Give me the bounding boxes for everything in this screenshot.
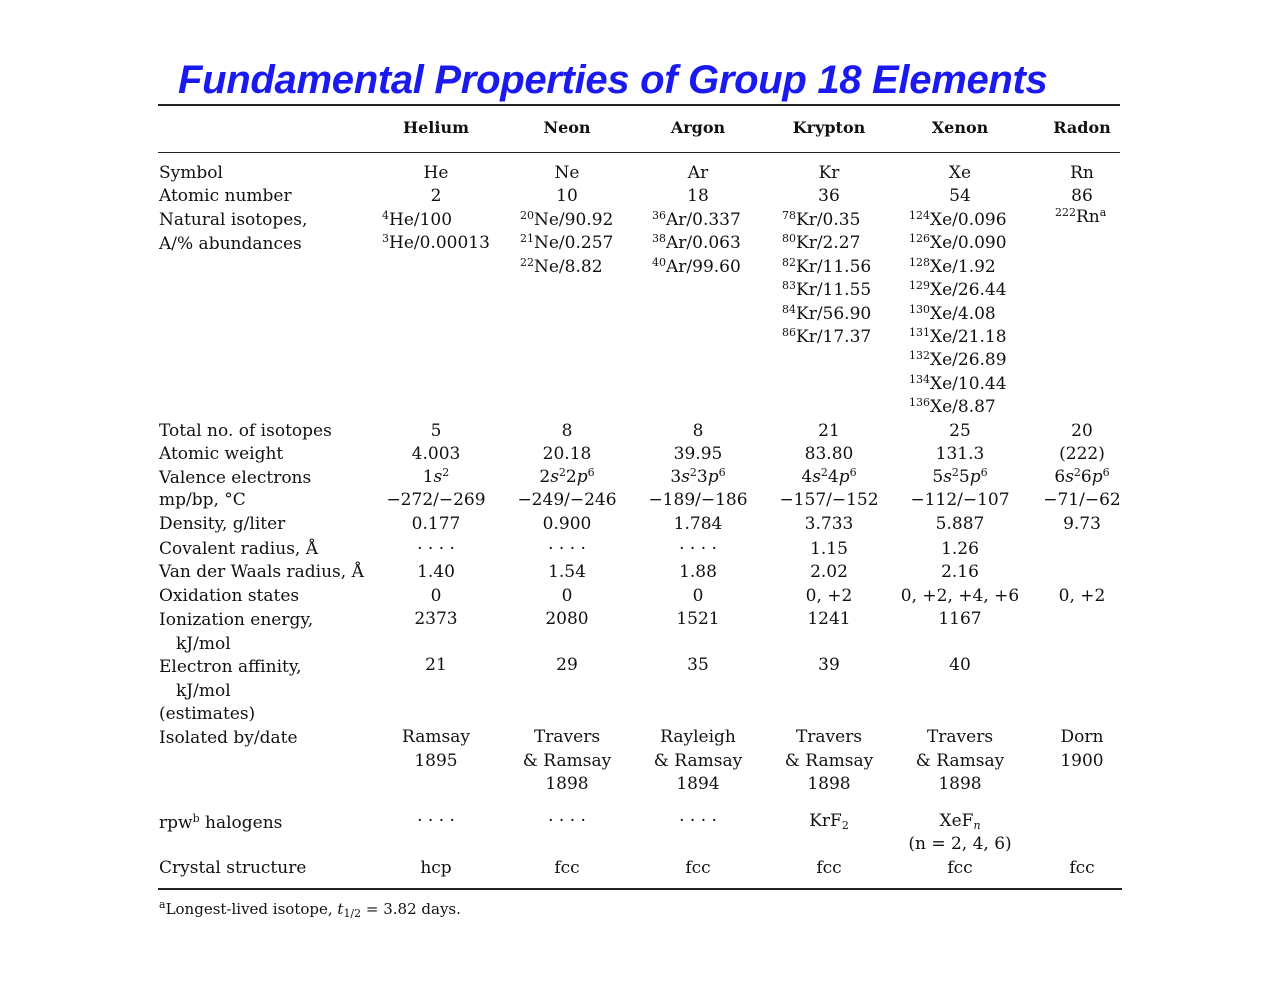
cell-mp_bp-neon: −249/−246 <box>517 490 617 510</box>
cell-atomic_weight-xenon: 131.3 <box>935 444 985 464</box>
cell-isolated-neon-1: & Ramsay <box>522 750 612 771</box>
isotope-value: Ar/0.337 <box>666 210 741 230</box>
cell-crystal-helium: hcp <box>420 858 452 878</box>
isotope-value: He/0.00013 <box>389 233 490 254</box>
cell-halogens-xenon <box>895 810 1025 832</box>
cell-symbol-argon: Ar <box>687 163 709 183</box>
cell-symbol-xenon: Xe <box>948 163 972 183</box>
isotope-xenon-3 <box>909 279 1007 301</box>
valence-e2: 6 <box>849 466 857 479</box>
isotope-mass: 128 <box>909 255 930 269</box>
row-label-affinity-2: kJ/mol <box>176 681 231 701</box>
cell-affinity-krypton: 39 <box>818 655 840 675</box>
row-label-isolated: Isolated by/date <box>159 728 298 748</box>
halogens-kr-sub: 2 <box>841 819 849 832</box>
valence-orbital1: s <box>1065 467 1074 487</box>
row-label-isotopes-2: A/% abundances <box>159 234 302 254</box>
halogens-xe-sub: n <box>973 819 981 832</box>
valence-e2: 6 <box>1102 466 1110 479</box>
cell-total_isotopes-radon: 20 <box>1071 421 1093 441</box>
row-label-vdw_radius: Van der Waals radius, Å <box>159 562 364 582</box>
cell-covalent_radius-neon: · · · · <box>548 539 586 559</box>
valence-n1: 5 <box>932 467 944 487</box>
cell-ionization-neon: 2080 <box>545 609 589 629</box>
cell-mp_bp-krypton: −157/−152 <box>779 490 879 510</box>
isotope-mass: 222 <box>1055 206 1076 219</box>
isotope-krypton-0 <box>782 209 860 231</box>
cell-atomic_weight-helium: 4.003 <box>411 444 461 464</box>
cell-affinity-argon: 35 <box>687 655 709 675</box>
cell-atomic_number-radon: 86 <box>1071 186 1093 206</box>
cell-isolated-argon-2: 1894 <box>676 774 720 794</box>
cell-density-krypton: 3.733 <box>804 514 854 534</box>
cell-affinity-helium: 21 <box>425 655 447 675</box>
cell-oxidation-argon: 0 <box>692 586 704 606</box>
isotope-xenon-2 <box>909 256 996 278</box>
cell-halogens-helium: · · · · <box>417 811 455 831</box>
cell-ionization-argon: 1521 <box>676 609 720 629</box>
isotope-value: Xe/4.08 <box>930 303 996 324</box>
cell-isolated-neon-2: 1898 <box>545 774 589 794</box>
isotope-mass: 40 <box>652 255 666 269</box>
page-title: Fundamental Properties of Group 18 Elements <box>178 58 1048 102</box>
footnote-text-after: = 3.82 days. <box>361 900 461 918</box>
cell-isolated-radon-1: 1900 <box>1060 750 1104 771</box>
cell-affinity-neon: 29 <box>556 655 578 675</box>
isotope-mass: 134 <box>909 372 930 386</box>
isotope-helium-1 <box>382 232 490 254</box>
isotope-value: Kr/11.56 <box>796 256 872 277</box>
valence-n1: 3 <box>670 467 682 487</box>
cell-mp_bp-radon: −71/−62 <box>1043 490 1121 510</box>
valence-orbital1: s <box>943 467 952 487</box>
row-label-ionization-2: kJ/mol <box>176 634 231 654</box>
row-label-covalent_radius: Covalent radius, Å <box>159 539 319 559</box>
isotope-value: Xe/21.18 <box>930 327 1007 347</box>
column-header-argon: Argon <box>670 118 726 137</box>
cell-atomic_number-helium: 2 <box>430 186 442 206</box>
row-label-isotopes: Natural isotopes, <box>159 210 308 230</box>
isotope-xenon-8 <box>909 396 996 418</box>
cell-density-xenon: 5.887 <box>935 514 985 534</box>
table-top-rule <box>158 104 1120 106</box>
cell-crystal-neon: fcc <box>554 858 580 878</box>
isotope-mass: 36 <box>652 209 666 222</box>
cell-symbol-neon: Ne <box>554 163 580 183</box>
cell-mp_bp-argon: −189/−186 <box>648 490 748 510</box>
row-label-total_isotopes: Total no. of isotopes <box>159 421 332 441</box>
row-label-crystal: Crystal structure <box>159 858 307 878</box>
isotope-krypton-3 <box>782 279 871 301</box>
cell-covalent_radius-xenon: 1.26 <box>941 539 979 559</box>
valence-e1: 2 <box>820 466 828 479</box>
cell-total_isotopes-argon: 8 <box>692 421 704 441</box>
valence-e2: 6 <box>718 466 726 479</box>
isotope-value: Kr/2.27 <box>796 233 861 254</box>
isotope-krypton-4 <box>782 303 871 325</box>
cell-crystal-radon: fcc <box>1069 858 1095 878</box>
footnote-var: t <box>337 900 344 918</box>
valence-n1: 2 <box>539 467 551 487</box>
row-label-atomic_weight: Atomic weight <box>159 444 284 464</box>
isotope-mass: 78 <box>782 209 796 222</box>
isotope-mass: 4 <box>382 209 389 222</box>
isotope-krypton-1 <box>782 232 860 254</box>
column-header-neon: Neon <box>543 118 591 137</box>
isotope-value: Xe/0.090 <box>930 233 1007 254</box>
row-label-density: Density, g/liter <box>159 514 286 534</box>
isotope-xenon-6 <box>909 349 1007 371</box>
isotope-mass: 20 <box>520 209 534 222</box>
cell-valence-helium <box>371 466 501 488</box>
isotope-neon-0 <box>520 209 613 231</box>
valence-e1: 2 <box>558 466 566 479</box>
isotope-mass: 3 <box>382 232 389 246</box>
cell-atomic_number-argon: 18 <box>687 186 709 206</box>
isotope-xenon-5 <box>909 326 1007 348</box>
isotope-mass: 83 <box>782 279 796 293</box>
isotope-mass: 86 <box>782 326 796 339</box>
cell-symbol-radon: Rn <box>1070 163 1094 183</box>
valence-e1: 2 <box>951 466 959 479</box>
isotope-mass: 84 <box>782 302 796 316</box>
cell-isolated-argon-1: & Ramsay <box>653 750 743 771</box>
cell-valence-neon <box>502 466 632 488</box>
cell-symbol-krypton: Kr <box>818 163 840 183</box>
cell-vdw_radius-xenon: 2.16 <box>941 562 979 582</box>
valence-n1: 1 <box>422 467 434 487</box>
valence-orbital2: p <box>969 467 981 487</box>
isotope-mass: 124 <box>909 209 930 222</box>
valence-e1: 2 <box>442 466 450 479</box>
valence-orbital1: s <box>681 467 690 487</box>
halogens-label-post: halogens <box>199 813 283 833</box>
isotope-neon-2 <box>520 256 603 278</box>
valence-e2: 6 <box>587 466 595 479</box>
header-rule <box>158 152 1120 153</box>
row-label-affinity-3: (estimates) <box>159 704 256 724</box>
cell-atomic_weight-radon: (222) <box>1059 444 1105 464</box>
cell-atomic_number-xenon: 54 <box>949 186 971 206</box>
isotope-helium-0 <box>382 209 452 231</box>
isotope-value: Xe/8.87 <box>930 397 996 418</box>
isotope-value: Xe/1.92 <box>930 256 996 277</box>
isotope-neon-1 <box>520 232 613 254</box>
cell-valence-krypton <box>764 466 894 488</box>
isotope-krypton-2 <box>782 256 871 278</box>
cell-crystal-argon: fcc <box>685 858 711 878</box>
footnote <box>159 898 461 920</box>
isotope-value: Ne/0.257 <box>534 233 614 254</box>
cell-valence-radon <box>1017 466 1147 488</box>
cell-halogens-neon: · · · · <box>548 811 586 831</box>
table-bottom-rule <box>158 888 1122 890</box>
cell-isolated-krypton-2: 1898 <box>807 774 851 794</box>
isotope-argon-0 <box>652 209 741 231</box>
isotope-mass: 21 <box>520 232 534 246</box>
cell-atomic_weight-krypton: 83.80 <box>804 444 854 464</box>
isotope-krypton-5 <box>782 326 871 348</box>
row-label-halogens <box>159 812 282 834</box>
row-label-mp_bp: mp/bp, °C <box>159 490 246 510</box>
cell-mp_bp-helium: −272/−269 <box>386 490 486 510</box>
isotope-note: a <box>1099 206 1107 219</box>
valence-e2: 6 <box>980 466 988 479</box>
valence-orbital1: s <box>550 467 559 487</box>
cell-total_isotopes-krypton: 21 <box>818 421 840 441</box>
row-label-valence: Valence electrons <box>159 468 312 488</box>
halogens-kr-base: KrF <box>809 811 842 831</box>
cell-halogens-argon: · · · · <box>679 811 717 831</box>
footnote-mark: a <box>159 898 166 911</box>
isotope-argon-2 <box>652 256 741 278</box>
cell-valence-argon <box>633 466 763 488</box>
valence-n2: 5 <box>958 467 970 487</box>
cell-ionization-krypton: 1241 <box>807 609 851 629</box>
isotope-value: Xe/10.44 <box>930 373 1007 394</box>
isotope-xenon-1 <box>909 232 1007 254</box>
valence-orbital2: p <box>838 467 850 487</box>
column-header-radon: Radon <box>1053 118 1111 137</box>
valence-n2: 3 <box>696 467 708 487</box>
isotope-value: Kr/56.90 <box>796 303 872 324</box>
cell-oxidation-radon: 0, +2 <box>1058 586 1106 606</box>
valence-n1: 6 <box>1054 467 1066 487</box>
isotope-value: Kr/17.37 <box>796 327 872 347</box>
isotope-value: Xe/0.096 <box>930 210 1007 230</box>
valence-orbital2: p <box>707 467 719 487</box>
isotope-value: He/100 <box>389 210 453 230</box>
row-label-affinity: Electron affinity, <box>159 657 302 677</box>
valence-n1: 4 <box>801 467 813 487</box>
cell-atomic_weight-neon: 20.18 <box>542 444 592 464</box>
valence-e1: 2 <box>1073 466 1081 479</box>
cell-total_isotopes-xenon: 25 <box>949 421 971 441</box>
cell-affinity-xenon: 40 <box>949 655 971 675</box>
cell-isolated-radon-0: Dorn <box>1060 727 1104 747</box>
isotope-mass: 82 <box>782 255 796 269</box>
isotope-radon <box>1055 206 1106 228</box>
cell-isolated-neon-0: Travers <box>533 727 601 747</box>
column-header-helium: Helium <box>402 118 469 137</box>
footnote-var-sub: 1/2 <box>343 907 362 920</box>
cell-vdw_radius-argon: 1.88 <box>679 562 717 582</box>
row-label-symbol: Symbol <box>159 163 223 183</box>
isotope-argon-1 <box>652 232 741 254</box>
isotope-mass: 38 <box>652 232 666 246</box>
valence-e1: 2 <box>689 466 697 479</box>
isotope-value: Ne/8.82 <box>534 256 603 277</box>
halogens-label-pre: rpw <box>159 813 193 833</box>
valence-orbital2: p <box>576 467 588 487</box>
cell-isolated-krypton-0: Travers <box>795 727 863 747</box>
cell-isolated-krypton-1: & Ramsay <box>784 750 874 771</box>
column-header-krypton: Krypton <box>792 118 866 137</box>
cell-halogens-krypton <box>764 810 894 832</box>
cell-isolated-helium-0: Ramsay <box>402 727 470 747</box>
isotope-value: Ar/0.063 <box>666 233 741 254</box>
isotope-value: Kr/11.55 <box>796 280 872 301</box>
cell-covalent_radius-krypton: 1.15 <box>810 539 848 559</box>
cell-density-neon: 0.900 <box>542 514 592 534</box>
cell-isolated-xenon-2: 1898 <box>938 774 982 794</box>
isotope-mass: 131 <box>909 326 930 339</box>
cell-density-helium: 0.177 <box>411 514 461 534</box>
cell-density-argon: 1.784 <box>673 514 723 534</box>
cell-oxidation-helium: 0 <box>430 586 442 606</box>
valence-orbital1: s <box>812 467 821 487</box>
isotope-mass: 80 <box>782 232 796 246</box>
cell-vdw_radius-krypton: 2.02 <box>810 562 848 582</box>
isotope-mass: 130 <box>909 302 930 316</box>
isotope-value: Xe/26.44 <box>930 280 1007 301</box>
isotope-mass: 136 <box>909 396 930 410</box>
cell-total_isotopes-neon: 8 <box>561 421 573 441</box>
column-header-xenon: Xenon <box>931 118 989 137</box>
cell-oxidation-krypton: 0, +2 <box>805 586 853 606</box>
isotope-value: Ne/90.92 <box>534 210 614 230</box>
cell-vdw_radius-helium: 1.40 <box>417 562 455 582</box>
row-label-oxidation: Oxidation states <box>159 586 300 606</box>
halogens-label-note: b <box>192 812 200 825</box>
isotope-xenon-0 <box>909 209 1007 231</box>
cell-isolated-helium-1: 1895 <box>414 750 458 771</box>
cell-isolated-argon-0: Rayleigh <box>660 727 736 747</box>
row-label-atomic_number: Atomic number <box>159 186 292 206</box>
cell-valence-xenon <box>895 466 1025 488</box>
cell-atomic_number-krypton: 36 <box>818 186 840 206</box>
isotope-xenon-4 <box>909 303 996 325</box>
isotope-mass: 126 <box>909 232 930 246</box>
isotope-mass: 22 <box>520 255 534 269</box>
cell-total_isotopes-helium: 5 <box>430 421 442 441</box>
cell-density-radon: 9.73 <box>1063 514 1101 534</box>
isotope-value: Ar/99.60 <box>666 256 741 277</box>
cell-isolated-xenon-0: Travers <box>926 727 994 747</box>
cell-covalent_radius-argon: · · · · <box>679 539 717 559</box>
isotope-xenon-7 <box>909 373 1007 395</box>
cell-crystal-krypton: fcc <box>816 858 842 878</box>
valence-n2: 6 <box>1080 467 1092 487</box>
cell-vdw_radius-neon: 1.54 <box>548 562 586 582</box>
isotope-value: Rn <box>1076 207 1100 227</box>
cell-oxidation-xenon: 0, +2, +4, +6 <box>900 586 1020 606</box>
cell-mp_bp-xenon: −112/−107 <box>910 490 1010 510</box>
isotope-value: Kr/0.35 <box>796 210 861 230</box>
isotope-mass: 129 <box>909 279 930 293</box>
cell-crystal-xenon: fcc <box>947 858 973 878</box>
isotope-value: Xe/26.89 <box>930 350 1007 371</box>
valence-n2: 4 <box>827 467 839 487</box>
valence-n2: 2 <box>565 467 577 487</box>
cell-covalent_radius-helium: · · · · <box>417 539 455 559</box>
row-label-ionization: Ionization energy, <box>159 610 314 630</box>
cell-ionization-xenon: 1167 <box>938 609 982 629</box>
cell-isolated-xenon-1: & Ramsay <box>915 750 1005 771</box>
cell-atomic_weight-argon: 39.95 <box>673 444 723 464</box>
valence-orbital2: p <box>1091 467 1103 487</box>
valence-orbital1: s <box>433 467 443 487</box>
isotope-mass: 132 <box>909 349 930 363</box>
cell-ionization-helium: 2373 <box>414 609 458 629</box>
cell-halogens-xenon-2: (n = 2, 4, 6) <box>908 834 1012 854</box>
cell-atomic_number-neon: 10 <box>556 186 578 206</box>
cell-oxidation-neon: 0 <box>561 586 573 606</box>
halogens-xe-base: XeF <box>939 811 974 831</box>
cell-symbol-helium: He <box>423 163 449 183</box>
footnote-text-before: Longest-lived isotope, <box>165 900 338 918</box>
